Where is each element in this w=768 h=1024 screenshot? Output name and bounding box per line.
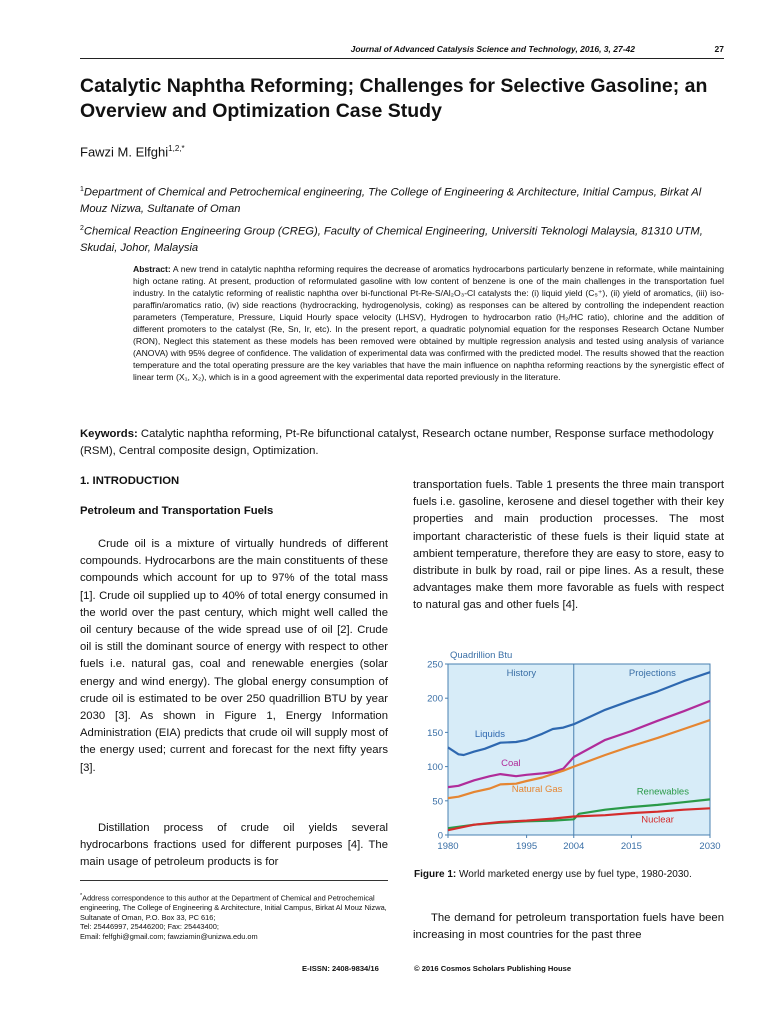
keywords bbox=[80, 426, 724, 460]
intro-paragraph-3: transportation fuels. Table 1 presents the three main transport fuels i.e. gasoline, kerosene and diesel together with their key properties and main production processes. The most important characteristic of these fuels is their liquid state at ambient temperature, therefore they are easy to store, easy to distribute in bulk by road, rail or pipe lines. As a result, these advantages make them more favorable as fuels with respect to natural gas and other fuels [4]. bbox=[413, 479, 724, 612]
projections-label: Projections bbox=[628, 668, 676, 679]
history-label: History bbox=[506, 668, 537, 679]
x-tick-label: 2015 bbox=[620, 841, 642, 852]
abstract-text: A new trend in catalytic naphtha reforming requires the decrease of aromatics hydrocarbons particularly benzene in reformate, while maintaining high octane rating. At present, production of reformulated gasoline with low content of benzene is one of the main challenges in the transportation fuel industry. In the catalytic reforming of realistic naphtha over bi-functional Pt-Re-S/Al₂O₃-Cl catalysts the: (i) liquid yield (C₅⁺), (ii) yield of aromatics, (iii) iso-paraffin/aromatics ratio, (iv) side reactions (hydrocracking, hydrogenolysis, coking) as responses can be altered by controlling the independent reaction parameters (Temperature, Pressure, Liquid Hourly space velocity (LHSV), Hydrogen to hydrocarbon ratio (H₂/HC ratio), chlorine and the addition of different promoters to the catalyst (Re, Sn, Ir, etc). In the present report, a quadratic polynomial equation for the responses Research Octane Number (RON), Neglect this statement as these models has been removed were obtained by multiple regression analysis and tested using analysis of variance (ANOVA) with 95% degree of confidence. The validation of experimental data was confirmed with the predicted model. The results showed that the reaction temperature and the total operating pressure are the key variables that have the main influence on naphtha reforming reactions by the synergistic effect of linear term (X₁, X₂), which is in a good agreement with the experimental data reported previously in the literature. bbox=[133, 264, 724, 382]
affiliation-2-text: Chemical Reaction Engineering Group (CREG), Faculty of Chemical Engineering, Universiti Teknologi Malaysia, 81310 UTM, Skudai, Johor, Malaysia bbox=[80, 225, 703, 254]
footnote-email: Email: felfghi@gmail.com; fawziamin@unizwa.edu.om bbox=[80, 931, 258, 941]
journal-citation: Journal of Advanced Catalysis Science and Technology, 2016, 3, 27-42 bbox=[350, 44, 635, 54]
plot-area bbox=[448, 664, 710, 835]
paper-title: Catalytic Naphtha Reforming; Challenges for Selective Gasoline; an Overview and Optimization Case Study bbox=[80, 75, 708, 122]
intro-paragraph-1: Crude oil is a mixture of virtually hundreds of different compounds. Hydrocarbons are the main constituents of these compounds which account for up to 97% of the total mass [1]. Crude oil supplied up to 40% of total energy consumed in the world over the past century, which might well called the oil century because of the wide spread use of oil [2]. Crude oil is still the dominant source of energy with respect to other fuels i.e. natural gas, coal and renewable energies (solar energy and wind energy). The global energy consumption of crude oil is estimated to be over 250 quadrillion BTU by year 2030 [3]. As shown in Figure 1, Energy Information Administration (EIA) predicts that crude oil will supply most of the energy used; current and forecast for the next fifty years [3]. bbox=[80, 538, 388, 774]
affiliation-2-mark: 2 bbox=[80, 225, 84, 232]
author-affil-marks: 1,2,* bbox=[168, 144, 185, 153]
footer-issn: E-ISSN: 2408-9834/16 bbox=[302, 964, 379, 973]
author-line bbox=[80, 144, 185, 159]
section-heading: 1. INTRODUCTION bbox=[80, 475, 180, 487]
figure-1-chart bbox=[414, 646, 722, 858]
intro-paragraph-4: The demand for petroleum transportation fuels have been increasing in most countries for the past three bbox=[413, 912, 724, 942]
energy-use-chart bbox=[414, 646, 722, 858]
keywords-label: Keywords: bbox=[80, 428, 138, 440]
correspondence-footnote bbox=[80, 892, 388, 941]
footnote-phone: Tel: 25446997, 25446200; Fax: 25443400; bbox=[80, 922, 219, 932]
affiliation-1-text: Department of Chemical and Petrochemical engineering, The College of Engineering & Architecture, Initial Campus, Birkat Al Mouz Nizwa, Sultanate of Oman bbox=[80, 186, 702, 215]
footnote-address bbox=[80, 892, 388, 922]
figure-1-caption bbox=[414, 868, 725, 881]
abstract bbox=[133, 263, 724, 383]
footnote-address-text: Address correspondence to this author at the Department of Chemical and Petrochemical engineering, The College of Engineering & Architecture, Initial Campus, Birkat Al Mouz Nizwa, Sultanate of Oman, P.O. Box 33, PC 616; bbox=[80, 893, 387, 922]
footnote-mark: * bbox=[80, 893, 83, 899]
caption-text: World marketed energy use by fuel type, 1980-2030. bbox=[459, 869, 692, 880]
series-label-renewables: Renewables bbox=[636, 786, 689, 798]
intro-paragraph-2: Distillation process of crude oil yields several hydrocarbons fractions used for different purposes [4]. The main usage of petroleum products is for bbox=[80, 822, 388, 869]
affiliation-1 bbox=[80, 182, 724, 217]
header-rule bbox=[80, 58, 724, 59]
series-label-nuclear: Nuclear bbox=[641, 814, 674, 826]
page-number: 27 bbox=[714, 44, 724, 54]
series-label-coal: Coal bbox=[501, 757, 521, 769]
affiliation-2 bbox=[80, 221, 724, 256]
x-tick-label: 1995 bbox=[516, 841, 538, 852]
series-label-liquids: Liquids bbox=[474, 729, 505, 741]
affiliation-1-mark: 1 bbox=[80, 186, 84, 193]
y-axis-label: Quadrillion Btu bbox=[450, 650, 513, 661]
footnote-rule bbox=[80, 880, 388, 881]
author-name: Fawzi M. Elfghi bbox=[80, 144, 169, 160]
series-label-natural-gas: Natural Gas bbox=[511, 783, 563, 795]
footer-copyright: © 2016 Cosmos Scholars Publishing House bbox=[414, 964, 572, 973]
y-tick-label: 50 bbox=[432, 796, 443, 808]
y-tick-label: 250 bbox=[427, 659, 443, 671]
x-tick-label: 1980 bbox=[437, 841, 459, 852]
abstract-label: Abstract: bbox=[133, 264, 171, 274]
x-tick-label: 2030 bbox=[699, 841, 721, 852]
caption-label: Figure 1: bbox=[414, 869, 457, 880]
subsection-heading: Petroleum and Transportation Fuels bbox=[80, 505, 274, 517]
y-tick-label: 200 bbox=[427, 693, 443, 705]
y-tick-label: 0 bbox=[437, 830, 443, 842]
x-tick-label: 2004 bbox=[563, 841, 585, 852]
y-tick-label: 100 bbox=[427, 762, 443, 774]
y-tick-label: 150 bbox=[427, 727, 443, 739]
keywords-text: Catalytic naphtha reforming, Pt-Re bifunctional catalyst, Research octane number, Response surface methodology (RSM), Central composite design, Optimization. bbox=[80, 428, 714, 457]
